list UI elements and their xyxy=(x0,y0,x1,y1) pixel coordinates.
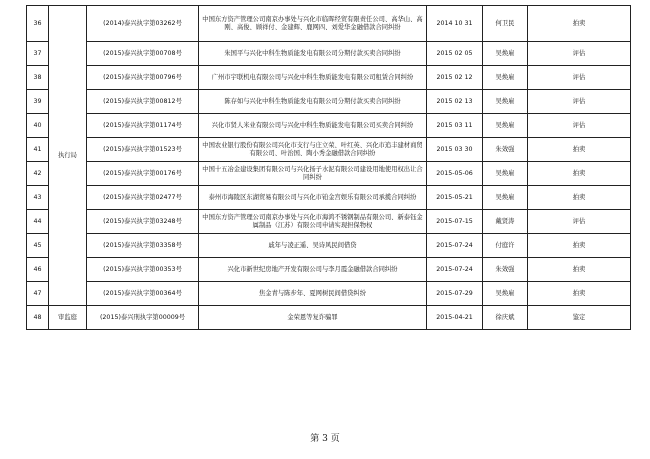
date-cell: 2015 03 30 xyxy=(427,138,483,162)
dispute-description: 陈存如与兴化中科生物质能发电有限公司分期付款买卖合同纠纷 xyxy=(199,90,427,114)
handler-cell: 吴焕雇 xyxy=(483,186,528,210)
handler-cell: 朱效强 xyxy=(483,138,528,162)
handler-cell: 戴贤涛 xyxy=(483,210,528,234)
case-number: (2014)泰兴执字第03262号 xyxy=(87,6,199,42)
row-number: 42 xyxy=(27,162,49,186)
dispute-description: 焦金青与陈步年、夏网树民间借贷纠纷 xyxy=(199,282,427,306)
dispute-description: 中国十五冶金建设集团有限公司与兴化扬子水泥有限公司建设用地使用权出让合同纠纷 xyxy=(199,162,427,186)
case-number: (2015)泰兴执字第01523号 xyxy=(87,138,199,162)
case-number: (2015)泰兴执字第03358号 xyxy=(87,234,199,258)
method-cell: 拍卖 xyxy=(528,6,631,42)
method-cell: 拍卖 xyxy=(528,234,631,258)
case-number: (2015)泰兴执字第00812号 xyxy=(87,90,199,114)
date-cell: 2015-05-21 xyxy=(427,186,483,210)
case-number: (2015)泰兴执字第01174号 xyxy=(87,114,199,138)
case-table xyxy=(26,5,631,330)
handler-cell: 徐庆斌 xyxy=(483,306,528,330)
method-cell: 鉴定 xyxy=(528,306,631,330)
table-row xyxy=(27,66,631,90)
dispute-description: 中国东方资产管理公司南京办事处与兴化市临晖经贸有限责任公司、高华山、高刚、高俊、顾祥付、金建辉、鹿网四、刘爱华金融借款合同纠纷 xyxy=(199,6,427,42)
method-cell: 拍卖 xyxy=(528,138,631,162)
table-row xyxy=(27,138,631,162)
method-cell: 拍卖 xyxy=(528,282,631,306)
handler-cell: 朱效强 xyxy=(483,258,528,282)
date-cell: 2015-05-06 xyxy=(427,162,483,186)
dispute-description: 金荣恩等复诈骗罪 xyxy=(199,306,427,330)
table-row xyxy=(27,114,631,138)
date-cell: 2015 02 13 xyxy=(427,90,483,114)
method-cell: 评估 xyxy=(528,66,631,90)
date-cell: 2015-07-15 xyxy=(427,210,483,234)
case-number: (2015)泰兴执字第00708号 xyxy=(87,42,199,66)
date-cell: 2015-07-24 xyxy=(427,258,483,282)
handler-cell: 吴焕雇 xyxy=(483,90,528,114)
table-row xyxy=(27,210,631,234)
row-number: 39 xyxy=(27,90,49,114)
method-cell: 评估 xyxy=(528,90,631,114)
row-number: 46 xyxy=(27,258,49,282)
row-number: 47 xyxy=(27,282,49,306)
dispute-description: 中国农业银行股份有限公司兴化市支行与庄立荣、叶红英、兴化市追丰建材商贸有限公司、叶治国、陶小秀金融借款合同纠纷 xyxy=(199,138,427,162)
method-cell: 评估 xyxy=(528,210,631,234)
dispute-description: 兴化市贤人米业有限公司与兴化中科生物质能发电有限公司买卖合同纠纷 xyxy=(199,114,427,138)
date-cell: 2015-07-29 xyxy=(427,282,483,306)
table-row xyxy=(27,90,631,114)
row-number: 40 xyxy=(27,114,49,138)
dispute-description: 中国东方资产管理公司南京办事处与兴化市海鸿不锈钢制品有限公司、新泰钰金属制品（江苏）有限公司申请实现担保物权 xyxy=(199,210,427,234)
case-number: (2015)泰兴执字第00796号 xyxy=(87,66,199,90)
handler-cell: 吴焕雇 xyxy=(483,282,528,306)
method-cell: 拍卖 xyxy=(528,186,631,210)
handler-cell: 付庭许 xyxy=(483,234,528,258)
table-row xyxy=(27,6,631,42)
handler-cell: 吴焕雇 xyxy=(483,42,528,66)
dispute-description: 广州市宇联机电有限公司与兴化中科生物质能发电有限公司租赁合同纠纷 xyxy=(199,66,427,90)
case-number: (2015)泰兴执字第03248号 xyxy=(87,210,199,234)
date-cell: 2015-07-24 xyxy=(427,234,483,258)
date-cell: 2015 02 05 xyxy=(427,42,483,66)
dispute-description: 朱国平与兴化中科生物质能发电有限公司分期付款买卖合同纠纷 xyxy=(199,42,427,66)
row-number: 36 xyxy=(27,6,49,42)
table-row xyxy=(27,282,631,306)
handler-cell: 吴焕雇 xyxy=(483,66,528,90)
case-number: (2015)泰兴执字第00176号 xyxy=(87,162,199,186)
dispute-description: 兴化市新世纪房地产开发有限公司与李月霞金融借款合同纠纷 xyxy=(199,258,427,282)
row-number: 41 xyxy=(27,138,49,162)
row-number: 44 xyxy=(27,210,49,234)
dispute-description: 泰州市海陵区东湖贸易有限公司与兴化市铂金宫娱乐有限公司承揽合同纠纷 xyxy=(199,186,427,210)
table-row xyxy=(27,306,631,330)
table-row xyxy=(27,42,631,66)
method-cell: 拍卖 xyxy=(528,258,631,282)
method-cell: 评估 xyxy=(528,114,631,138)
department-cell: 审监庭 xyxy=(49,306,87,330)
row-number: 38 xyxy=(27,66,49,90)
date-cell: 2015 03 11 xyxy=(427,114,483,138)
page-number: 第 3 页 xyxy=(310,434,340,444)
table-row xyxy=(27,234,631,258)
method-cell: 评估 xyxy=(528,42,631,66)
row-number: 48 xyxy=(27,306,49,330)
table-row xyxy=(27,162,631,186)
table-row xyxy=(27,186,631,210)
case-number: (2015)泰兴刑执字第00009号 xyxy=(87,306,199,330)
department-cell: 执行局 xyxy=(49,6,87,306)
date-cell: 2015-04-21 xyxy=(427,306,483,330)
row-number: 45 xyxy=(27,234,49,258)
date-cell: 2015 02 12 xyxy=(427,66,483,90)
table-row xyxy=(27,258,631,282)
case-number: (2015)泰兴执字第00353号 xyxy=(87,258,199,282)
dispute-description: 戚年与凌正遥、吴诗风民间借贷 xyxy=(199,234,427,258)
method-cell: 拍卖 xyxy=(528,162,631,186)
row-number: 37 xyxy=(27,42,49,66)
row-number: 43 xyxy=(27,186,49,210)
handler-cell: 何卫民 xyxy=(483,6,528,42)
date-cell: 2014 10 31 xyxy=(427,6,483,42)
handler-cell: 吴焕雇 xyxy=(483,114,528,138)
case-number: (2015)泰兴执字第02477号 xyxy=(87,186,199,210)
handler-cell: 吴焕雇 xyxy=(483,162,528,186)
case-number: (2015)泰兴执字第00364号 xyxy=(87,282,199,306)
